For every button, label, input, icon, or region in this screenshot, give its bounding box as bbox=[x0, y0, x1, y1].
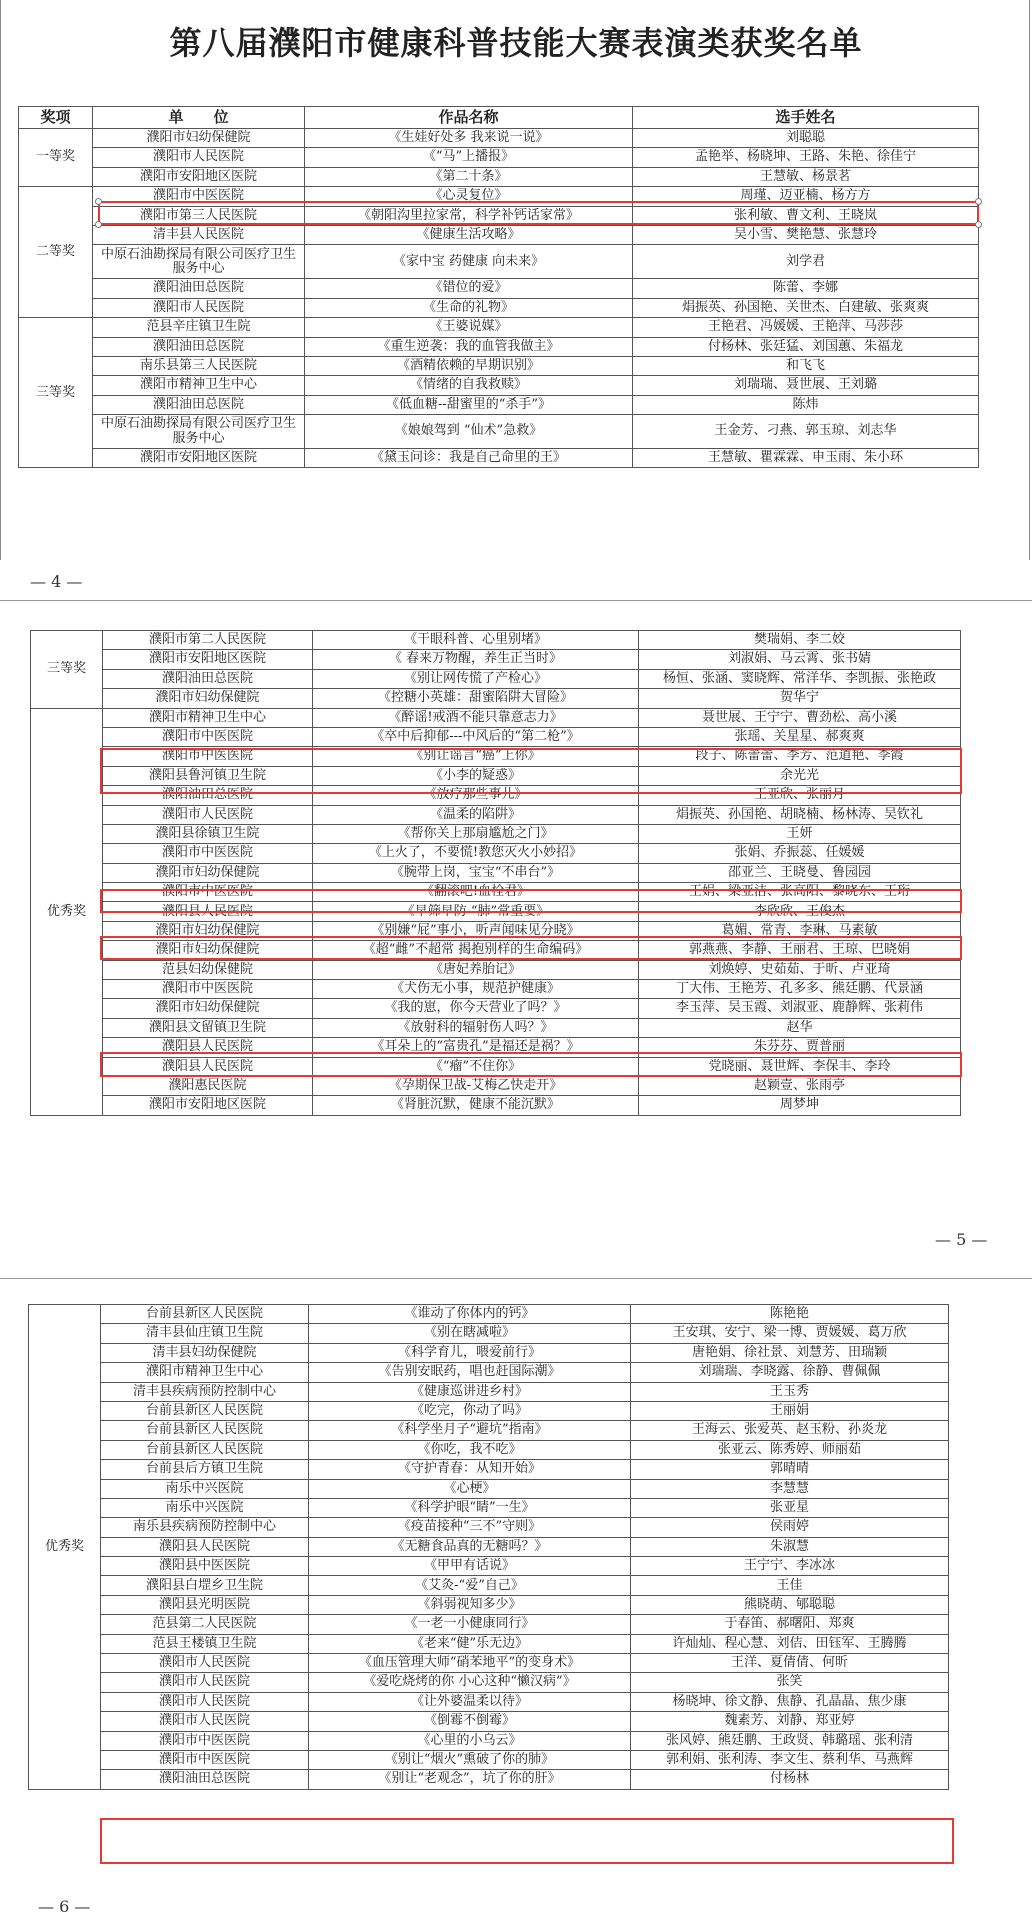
header-unit: 单 位 bbox=[93, 107, 305, 129]
players-cell: 陈蕾、李娜 bbox=[633, 279, 979, 298]
work-title-cell: 《别嫌“屁”事小，听声闻味见分晓》 bbox=[313, 921, 639, 940]
players-cell: 杨恒、张涵、窦晓辉、常洋华、李凯振、张艳政 bbox=[639, 669, 961, 688]
unit-cell: 濮阳油田总医院 bbox=[103, 669, 313, 688]
unit-cell: 濮阳市妇幼保健院 bbox=[93, 129, 305, 148]
table-row bbox=[19, 187, 979, 206]
table-row bbox=[19, 415, 979, 449]
unit-cell: 濮阳县中医医院 bbox=[101, 1557, 309, 1576]
table-row bbox=[29, 1518, 949, 1537]
work-title-cell: 《心梗》 bbox=[309, 1479, 631, 1498]
unit-cell: 范县第二人民医院 bbox=[101, 1615, 309, 1634]
players-cell: 许灿灿、程心慧、刘佶、田钰军、王腾腾 bbox=[631, 1634, 949, 1653]
players-cell: 焆振英、孙国艳、胡晓楠、杨林涛、吴钦礼 bbox=[639, 805, 961, 824]
work-title-cell: 《别让网传慌了产检心》 bbox=[313, 669, 639, 688]
players-cell: 张笑 bbox=[631, 1673, 949, 1692]
unit-cell: 中原石油勘探局有限公司医疗卫生服务中心 bbox=[93, 415, 305, 449]
unit-cell: 濮阳市中医医院 bbox=[103, 747, 313, 766]
unit-cell: 濮阳县文留镇卫生院 bbox=[103, 1018, 313, 1037]
players-cell: 王慧敏、瞿霖霖、申玉雨、朱小环 bbox=[633, 449, 979, 468]
work-title-cell: 《别在瞎减啦》 bbox=[309, 1324, 631, 1343]
players-cell: 赵颖壹、张雨亭 bbox=[639, 1076, 961, 1095]
table-row bbox=[19, 129, 979, 148]
work-title-cell: 《温柔的陷阱》 bbox=[313, 805, 639, 824]
page-number-4: — 4 — bbox=[30, 572, 83, 591]
players-cell: 张亚云、陈秀婷、师丽茹 bbox=[631, 1440, 949, 1459]
table-row bbox=[29, 1401, 949, 1420]
players-cell: 付杨林、张廷猛、刘国蕙、朱福龙 bbox=[633, 337, 979, 356]
table-row bbox=[29, 1498, 949, 1517]
unit-cell: 南乐县疾病预防控制中心 bbox=[101, 1518, 309, 1537]
players-cell: 刘瑞瑞、李晓露、徐静、曹佩佩 bbox=[631, 1363, 949, 1382]
players-cell: 段子、陈蕾蕾、李芳、范道艳、李霞 bbox=[639, 747, 961, 766]
work-title-cell: 《科学护眼“睛”一生》 bbox=[309, 1498, 631, 1517]
unit-cell: 濮阳市中医医院 bbox=[101, 1750, 309, 1769]
work-title-cell: 《健康巡讲进乡村》 bbox=[309, 1382, 631, 1401]
work-title-cell: 《唐妃养胎记》 bbox=[313, 960, 639, 979]
table-row bbox=[31, 883, 961, 902]
unit-cell: 濮阳市人民医院 bbox=[103, 805, 313, 824]
table-row bbox=[29, 1479, 949, 1498]
unit-cell: 南乐中兴医院 bbox=[101, 1498, 309, 1517]
table-row bbox=[29, 1363, 949, 1382]
players-cell: 丁大伟、王艳芳、孔多多、熊廷鹏、代景涵 bbox=[639, 980, 961, 999]
unit-cell: 濮阳县光明医院 bbox=[101, 1595, 309, 1614]
table-row bbox=[19, 449, 979, 468]
players-cell: 王亚欣、张丽月 bbox=[639, 786, 961, 805]
work-title-cell: 《科学坐月子“避坑”指南》 bbox=[309, 1421, 631, 1440]
table-row bbox=[19, 395, 979, 414]
table-row bbox=[31, 1057, 961, 1076]
unit-cell: 濮阳市妇幼保健院 bbox=[103, 921, 313, 940]
table-row bbox=[19, 318, 979, 337]
work-title-cell: 《帮你关上那扇尴尬之门》 bbox=[313, 824, 639, 843]
table-row bbox=[31, 980, 961, 999]
award-table-page-4 bbox=[18, 106, 979, 468]
unit-cell: 濮阳市第二人民医院 bbox=[103, 631, 313, 650]
players-cell: 葛媚、常青、李琳、马素敏 bbox=[639, 921, 961, 940]
players-cell: 李慧慧 bbox=[631, 1479, 949, 1498]
players-cell: 朱淑慧 bbox=[631, 1537, 949, 1556]
document-title: 第八届濮阳市健康科普技能大赛表演类获奖名单 bbox=[169, 24, 863, 62]
table-row bbox=[29, 1731, 949, 1750]
award-level-cell: 三等奖 bbox=[31, 631, 103, 709]
table-row bbox=[29, 1770, 949, 1789]
work-title-cell: 《家中宝 药健康 向未来》 bbox=[305, 245, 633, 279]
table-row bbox=[31, 669, 961, 688]
work-title-cell: 《犬伤无小事，规范护健康》 bbox=[313, 980, 639, 999]
work-title-cell: 《酒精依赖的早期识别》 bbox=[305, 356, 633, 375]
unit-cell: 濮阳市中医医院 bbox=[103, 844, 313, 863]
work-title-cell: 《艾灸-“爱”自己》 bbox=[309, 1576, 631, 1595]
table-row bbox=[31, 863, 961, 882]
work-title-cell: 《心灵复位》 bbox=[305, 187, 633, 206]
award-level-cell: 一等奖 bbox=[19, 129, 93, 187]
table-row bbox=[31, 786, 961, 805]
work-title-cell: 《放射科的辐射伤人吗？》 bbox=[313, 1018, 639, 1037]
players-cell: 郭燕燕、李静、王丽君、王琼、巴晓娟 bbox=[639, 941, 961, 960]
work-title-cell: 《别让“老观念”，坑了你的肝》 bbox=[309, 1770, 631, 1789]
work-title-cell: 《健康生活攻略》 bbox=[305, 225, 633, 244]
selection-handle bbox=[975, 221, 982, 228]
selection-handle bbox=[975, 198, 982, 205]
table-row bbox=[19, 298, 979, 317]
unit-cell: 台前县后方镇卫生院 bbox=[101, 1460, 309, 1479]
table-row bbox=[31, 999, 961, 1018]
players-cell: 张亚星 bbox=[631, 1498, 949, 1517]
players-cell: 刘聪聪 bbox=[633, 129, 979, 148]
unit-cell: 濮阳市安阳地区医院 bbox=[93, 449, 305, 468]
header-work: 作品名称 bbox=[305, 107, 633, 129]
players-cell: 吴小雪、樊艳慧、张慧玲 bbox=[633, 225, 979, 244]
players-cell: 郭利娟、张利涛、李文生、蔡利华、马燕辉 bbox=[631, 1750, 949, 1769]
unit-cell: 清丰县人民医院 bbox=[93, 225, 305, 244]
work-title-cell: 《你吃，我不吃》 bbox=[309, 1440, 631, 1459]
unit-cell: 濮阳市中医医院 bbox=[103, 727, 313, 746]
players-cell: 于春笛、郝曙阳、郑爽 bbox=[631, 1615, 949, 1634]
table-row bbox=[29, 1382, 949, 1401]
unit-cell: 范县辛庄镇卫生院 bbox=[93, 318, 305, 337]
table-row bbox=[31, 941, 961, 960]
table-row bbox=[31, 1038, 961, 1057]
award-level-cell: 二等奖 bbox=[19, 187, 93, 318]
unit-cell: 濮阳市安阳地区医院 bbox=[103, 650, 313, 669]
players-cell: 郭晴晴 bbox=[631, 1460, 949, 1479]
players-cell: 王宁宁、李冰冰 bbox=[631, 1557, 949, 1576]
work-title-cell: 《娘娘驾到 “仙术”急救》 bbox=[305, 415, 633, 449]
work-title-cell: 《吃完，你动了吗》 bbox=[309, 1401, 631, 1420]
page-divider bbox=[0, 1278, 1032, 1279]
work-title-cell: 《小李的疑惑》 bbox=[313, 766, 639, 785]
players-cell: 张利敏、曹文利、王晓岚 bbox=[633, 206, 979, 225]
players-cell: 王娟、梁亚洁、张高阳、黎晓东、王珩 bbox=[639, 883, 961, 902]
players-cell: 余光光 bbox=[639, 766, 961, 785]
work-title-cell: 《告别安眠药，唱也赶国际潮》 bbox=[309, 1363, 631, 1382]
table-row bbox=[31, 708, 961, 727]
players-cell: 魏素芳、刘静、郑亚婷 bbox=[631, 1712, 949, 1731]
players-cell: 刘瑞瑞、聂世展、王刘璐 bbox=[633, 376, 979, 395]
unit-cell: 中原石油勘探局有限公司医疗卫生服务中心 bbox=[93, 245, 305, 279]
players-cell: 王安琪、安宁、梁一博、贾媛媛、葛万欣 bbox=[631, 1324, 949, 1343]
players-cell: 陈炜 bbox=[633, 395, 979, 414]
unit-cell: 濮阳市人民医院 bbox=[93, 148, 305, 167]
unit-cell: 濮阳市安阳地区医院 bbox=[93, 167, 305, 186]
unit-cell: 濮阳市人民医院 bbox=[101, 1692, 309, 1711]
table-row bbox=[29, 1750, 949, 1769]
table-row bbox=[31, 1096, 961, 1115]
work-title-cell: 《斜弱视知多少》 bbox=[309, 1595, 631, 1614]
table-row bbox=[31, 824, 961, 843]
table-row bbox=[31, 1018, 961, 1037]
work-title-cell: 《老来“健”乐无边》 bbox=[309, 1634, 631, 1653]
work-title-cell: 《卒中后抑郁---中风后的“第二枪”》 bbox=[313, 727, 639, 746]
work-title-cell: 《别让谣言“癌”上你》 bbox=[313, 747, 639, 766]
work-title-cell: 《干眼科普、心里别堵》 bbox=[313, 631, 639, 650]
table-row bbox=[19, 356, 979, 375]
table-row bbox=[31, 727, 961, 746]
unit-cell: 濮阳油田总医院 bbox=[93, 337, 305, 356]
work-title-cell: 《甲甲有话说》 bbox=[309, 1557, 631, 1576]
unit-cell: 清丰县妇幼保健院 bbox=[101, 1343, 309, 1362]
unit-cell: 台前县新区人民医院 bbox=[101, 1440, 309, 1459]
players-cell: 周瑾、迈亚楠、杨方方 bbox=[633, 187, 979, 206]
unit-cell: 台前县新区人民医院 bbox=[101, 1305, 309, 1324]
unit-cell: 濮阳县人民医院 bbox=[103, 1057, 313, 1076]
unit-cell: 濮阳县人民医院 bbox=[103, 1038, 313, 1057]
work-title-cell: 《别让“烟火”熏破了你的肺》 bbox=[309, 1750, 631, 1769]
work-title-cell: 《“瘤”不住你》 bbox=[313, 1057, 639, 1076]
unit-cell: 濮阳油田总医院 bbox=[103, 786, 313, 805]
players-cell: 党晓丽、聂世辉、李保丰、李玲 bbox=[639, 1057, 961, 1076]
players-cell: 刘学君 bbox=[633, 245, 979, 279]
table-row bbox=[29, 1595, 949, 1614]
table-row bbox=[31, 902, 961, 921]
page-number-6: — 6 — bbox=[38, 1897, 91, 1916]
players-cell: 聂世展、王宁宁、曹劲松、高小溪 bbox=[639, 708, 961, 727]
players-cell: 周梦坤 bbox=[639, 1096, 961, 1115]
unit-cell: 濮阳市精神卫生中心 bbox=[101, 1363, 309, 1382]
table-row bbox=[29, 1305, 949, 1324]
work-title-cell: 《上火了，不要慌!教您灭火小妙招》 bbox=[313, 844, 639, 863]
work-title-cell: 《科学育儿，喂爱前行》 bbox=[309, 1343, 631, 1362]
table-row bbox=[29, 1673, 949, 1692]
players-cell: 熊晓萌、郇聪聪 bbox=[631, 1595, 949, 1614]
players-cell: 侯雨婷 bbox=[631, 1518, 949, 1537]
players-cell: 刘淑娟、马云霄、张书婧 bbox=[639, 650, 961, 669]
table-row bbox=[29, 1654, 949, 1673]
table-row bbox=[31, 1076, 961, 1095]
players-cell: 杨晓坤、徐文静、焦静、孔晶晶、焦少康 bbox=[631, 1692, 949, 1711]
work-title-cell: 《心里的小乌云》 bbox=[309, 1731, 631, 1750]
table-row bbox=[31, 650, 961, 669]
players-cell: 赵华 bbox=[639, 1018, 961, 1037]
players-cell: 陈艳艳 bbox=[631, 1305, 949, 1324]
table-row bbox=[29, 1615, 949, 1634]
work-title-cell: 《控糖小英雄：甜蜜陷阱大冒险》 bbox=[313, 689, 639, 708]
table-row bbox=[19, 167, 979, 186]
table-row bbox=[19, 225, 979, 244]
unit-cell: 濮阳市妇幼保健院 bbox=[103, 941, 313, 960]
unit-cell: 濮阳油田总医院 bbox=[93, 395, 305, 414]
table-row bbox=[19, 337, 979, 356]
award-level-cell: 优秀奖 bbox=[31, 708, 103, 1115]
unit-cell: 南乐中兴医院 bbox=[101, 1479, 309, 1498]
work-title-cell: 《王婆说媒》 bbox=[305, 318, 633, 337]
work-title-cell: 《超“雌”不超常 揭抱别样的生命编码》 bbox=[313, 941, 639, 960]
unit-cell: 清丰县疾病预防控制中心 bbox=[101, 1382, 309, 1401]
unit-cell: 濮阳县人民医院 bbox=[103, 902, 313, 921]
unit-cell: 濮阳市人民医院 bbox=[101, 1712, 309, 1731]
work-title-cell: 《生娃好处多 我来说一说》 bbox=[305, 129, 633, 148]
unit-cell: 台前县新区人民医院 bbox=[101, 1421, 309, 1440]
players-cell: 李玉萍、吴玉霞、刘淑亚、鹿静辉、张莉伟 bbox=[639, 999, 961, 1018]
table-row bbox=[29, 1537, 949, 1556]
work-title-cell: 《生命的礼物》 bbox=[305, 298, 633, 317]
work-title-cell: 《无糖食品真的无糖吗？》 bbox=[309, 1537, 631, 1556]
unit-cell: 濮阳市妇幼保健院 bbox=[103, 863, 313, 882]
players-cell: 王慧敏、杨景茗 bbox=[633, 167, 979, 186]
players-cell: 王玉秀 bbox=[631, 1382, 949, 1401]
players-cell: 王艳君、冯媛媛、王艳萍、马莎莎 bbox=[633, 318, 979, 337]
players-cell: 朱芬芬、贾普丽 bbox=[639, 1038, 961, 1057]
players-cell: 王妍 bbox=[639, 824, 961, 843]
work-title-cell: 《一老一小健康同行》 bbox=[309, 1615, 631, 1634]
players-cell: 邵亚兰、王晓曼、鲁园园 bbox=[639, 863, 961, 882]
table-row bbox=[31, 921, 961, 940]
work-title-cell: 《让外婆温柔以待》 bbox=[309, 1692, 631, 1711]
players-cell: 和飞飞 bbox=[633, 356, 979, 375]
players-cell: 张风婷、熊廷鹏、王政贤、韩璐瑶、张利清 bbox=[631, 1731, 949, 1750]
highlight-box bbox=[100, 1818, 954, 1864]
award-level-cell: 三等奖 bbox=[19, 318, 93, 468]
table-row bbox=[31, 631, 961, 650]
table-row bbox=[31, 960, 961, 979]
award-table-page-5 bbox=[30, 630, 961, 1116]
table-row bbox=[19, 376, 979, 395]
unit-cell: 南乐县第三人民医院 bbox=[93, 356, 305, 375]
work-title-cell: 《翻滚吧!血栓君》 bbox=[313, 883, 639, 902]
players-cell: 张娟、乔振蕊、任媛媛 bbox=[639, 844, 961, 863]
table-row bbox=[19, 206, 979, 225]
players-cell: 付杨林 bbox=[631, 1770, 949, 1789]
unit-cell: 濮阳市中医医院 bbox=[103, 980, 313, 999]
work-title-cell: 《孕期保卫战-艾梅乙快走开》 bbox=[313, 1076, 639, 1095]
work-title-cell: 《腕带上岗，宝宝“不串台”》 bbox=[313, 863, 639, 882]
work-title-cell: 《 春来万物醒，养生正当时》 bbox=[313, 650, 639, 669]
unit-cell: 濮阳市精神卫生中心 bbox=[93, 376, 305, 395]
unit-cell: 濮阳市人民医院 bbox=[93, 298, 305, 317]
unit-cell: 濮阳市第三人民医院 bbox=[93, 206, 305, 225]
unit-cell: 濮阳市人民医院 bbox=[101, 1673, 309, 1692]
unit-cell: 台前县新区人民医院 bbox=[101, 1401, 309, 1420]
players-cell: 孟艳举、杨晓坤、王路、朱艳、徐佳宁 bbox=[633, 148, 979, 167]
work-title-cell: 《守护青春：从知开始》 bbox=[309, 1460, 631, 1479]
players-cell: 王洋、夏倩倩、何昕 bbox=[631, 1654, 949, 1673]
work-title-cell: 《第二十条》 bbox=[305, 167, 633, 186]
players-cell: 樊瑞娟、李二姣 bbox=[639, 631, 961, 650]
unit-cell: 濮阳市妇幼保健院 bbox=[103, 689, 313, 708]
table-row bbox=[31, 766, 961, 785]
table-row bbox=[31, 844, 961, 863]
players-cell: 王海云、张爱英、赵玉粉、孙炎龙 bbox=[631, 1421, 949, 1440]
work-title-cell: 《倒霉不倒霉》 bbox=[309, 1712, 631, 1731]
table-row bbox=[29, 1712, 949, 1731]
players-cell: 王丽娟 bbox=[631, 1401, 949, 1420]
work-title-cell: 《情绪的自我救赎》 bbox=[305, 376, 633, 395]
table-row bbox=[29, 1460, 949, 1479]
work-title-cell: 《血压管理大师“硝苯地平”的变身术》 bbox=[309, 1654, 631, 1673]
work-title-cell: 《爱吃烧烤的你 小心这种“懒汉病”》 bbox=[309, 1673, 631, 1692]
players-cell: 王金芳、刁燕、郭玉琼、刘志华 bbox=[633, 415, 979, 449]
work-title-cell: 《我的崽，你今天营业了吗？》 bbox=[313, 999, 639, 1018]
players-cell: 张瑶、关星星、郝爽爽 bbox=[639, 727, 961, 746]
table-row bbox=[19, 279, 979, 298]
unit-cell: 清丰县仙庄镇卫生院 bbox=[101, 1324, 309, 1343]
work-title-cell: 《疫苗接种“三不”守则》 bbox=[309, 1518, 631, 1537]
work-title-cell: 《放疗那些事儿》 bbox=[313, 786, 639, 805]
unit-cell: 濮阳市妇幼保健院 bbox=[103, 999, 313, 1018]
unit-cell: 濮阳市人民医院 bbox=[101, 1654, 309, 1673]
work-title-cell: 《早筛早防 “肺”常重要》 bbox=[313, 902, 639, 921]
selection-handle bbox=[95, 221, 102, 228]
work-title-cell: 《耳朵上的“富贵孔”是福还是祸？》 bbox=[313, 1038, 639, 1057]
page-number-5: — 5 — bbox=[935, 1230, 988, 1249]
players-cell: 刘焕婷、史茹茹、于昕、卢亚琦 bbox=[639, 960, 961, 979]
table-row bbox=[31, 805, 961, 824]
unit-cell: 范县妇幼保健院 bbox=[103, 960, 313, 979]
players-cell: 唐艳娟、徐社景、刘慧芳、田瑞颖 bbox=[631, 1343, 949, 1362]
work-title-cell: 《黛玉问诊：我是自己命里的王》 bbox=[305, 449, 633, 468]
header-award: 奖项 bbox=[19, 107, 93, 129]
award-table-page-6 bbox=[28, 1304, 949, 1790]
unit-cell: 濮阳市中医医院 bbox=[93, 187, 305, 206]
table-row bbox=[29, 1692, 949, 1711]
work-title-cell: 《谁动了你体内的钙》 bbox=[309, 1305, 631, 1324]
unit-cell: 濮阳县白堽乡卫生院 bbox=[101, 1576, 309, 1595]
unit-cell: 濮阳市中医医院 bbox=[103, 883, 313, 902]
table-row bbox=[29, 1324, 949, 1343]
table-row bbox=[29, 1343, 949, 1362]
unit-cell: 濮阳市中医医院 bbox=[101, 1731, 309, 1750]
unit-cell: 濮阳县徐镇卫生院 bbox=[103, 824, 313, 843]
unit-cell: 濮阳县人民医院 bbox=[101, 1537, 309, 1556]
unit-cell: 范县王楼镇卫生院 bbox=[101, 1634, 309, 1653]
table-row bbox=[31, 747, 961, 766]
work-title-cell: 《朝阳沟里拉家常，科学补钙话家常》 bbox=[305, 206, 633, 225]
unit-cell: 濮阳市精神卫生中心 bbox=[103, 708, 313, 727]
table-row bbox=[29, 1557, 949, 1576]
unit-cell: 濮阳惠民医院 bbox=[103, 1076, 313, 1095]
work-title-cell: 《“马”上播报》 bbox=[305, 148, 633, 167]
table-row bbox=[29, 1634, 949, 1653]
work-title-cell: 《肾脏沉默，健康不能沉默》 bbox=[313, 1096, 639, 1115]
unit-cell: 濮阳油田总医院 bbox=[101, 1770, 309, 1789]
players-cell: 贺华宁 bbox=[639, 689, 961, 708]
unit-cell: 濮阳油田总医院 bbox=[93, 279, 305, 298]
table-row bbox=[31, 689, 961, 708]
table-row bbox=[19, 245, 979, 279]
work-title-cell: 《醉谣!戒酒不能只靠意志力》 bbox=[313, 708, 639, 727]
unit-cell: 濮阳县鲁河镇卫生院 bbox=[103, 766, 313, 785]
players-cell: 李欣欣、王俊杰 bbox=[639, 902, 961, 921]
work-title-cell: 《重生逆袭：我的血管我做主》 bbox=[305, 337, 633, 356]
players-cell: 王佳 bbox=[631, 1576, 949, 1595]
table-row bbox=[19, 148, 979, 167]
award-level-cell: 优秀奖 bbox=[29, 1305, 101, 1790]
work-title-cell: 《错位的爱》 bbox=[305, 279, 633, 298]
unit-cell: 濮阳市安阳地区医院 bbox=[103, 1096, 313, 1115]
table-row bbox=[29, 1576, 949, 1595]
players-cell: 焆振英、孙国艳、关世杰、白建敏、张爽爽 bbox=[633, 298, 979, 317]
table-row bbox=[29, 1421, 949, 1440]
header-players: 选手姓名 bbox=[633, 107, 979, 129]
work-title-cell: 《低血糖--甜蜜里的“杀手”》 bbox=[305, 395, 633, 414]
table-row bbox=[29, 1440, 949, 1459]
page-divider bbox=[0, 600, 1032, 601]
selection-handle bbox=[95, 198, 102, 205]
